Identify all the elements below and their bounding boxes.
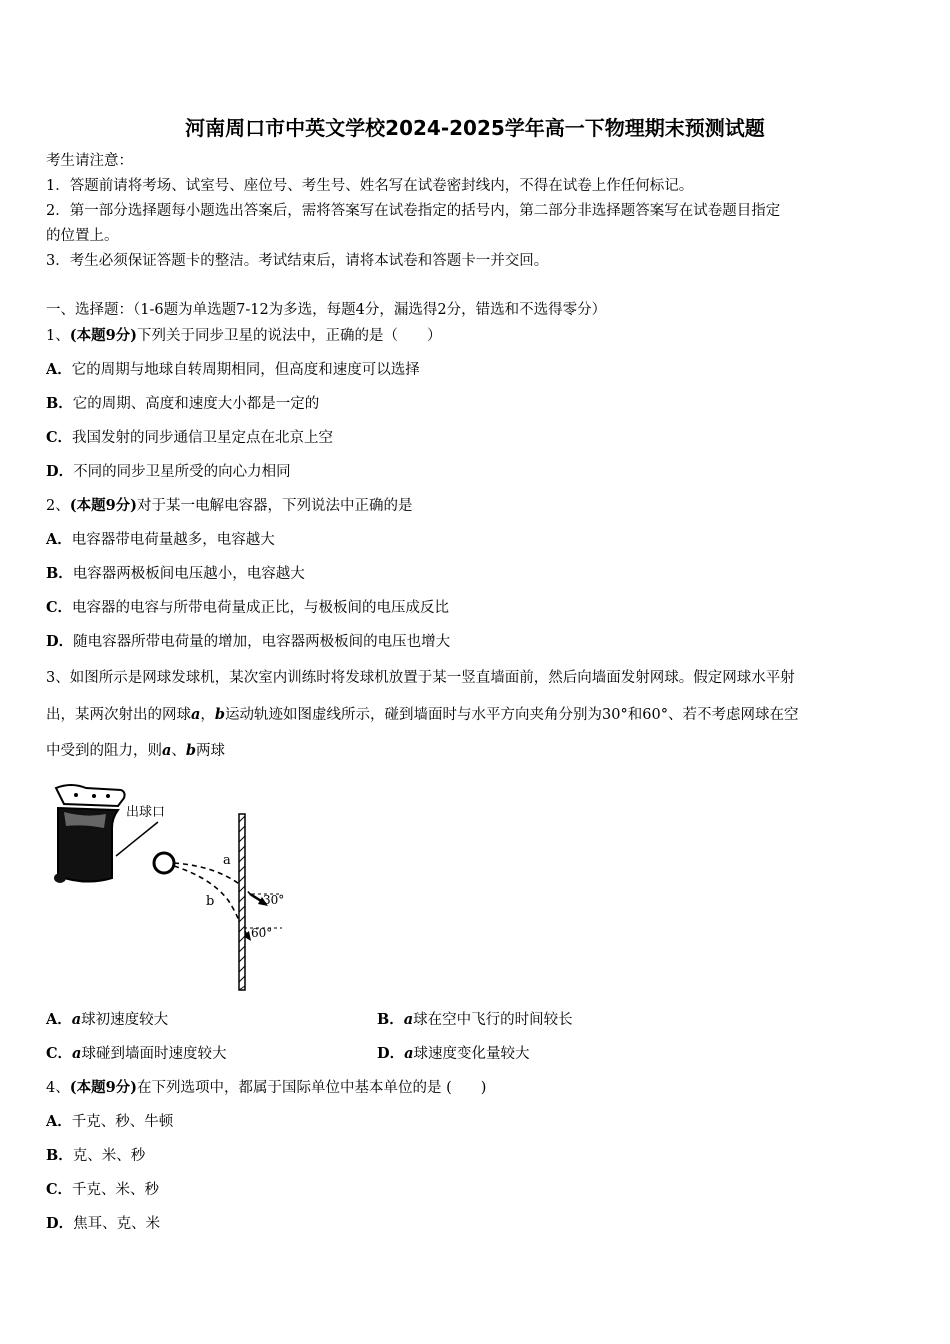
notice-item-2: 2．第一部分选择题每小题选出答案后，需将答案写在试卷指定的括号内，第二部分非选择题答案写在试卷题目指定	[46, 203, 781, 219]
outlet-pointer	[116, 822, 158, 856]
q2-points: (本题9分)	[69, 497, 138, 514]
q2-text: 对于某一电解电容器，下列说法中正确的是	[137, 498, 413, 514]
question-3-line-3	[46, 741, 225, 761]
option-text: 球速度变化量较大	[413, 1046, 530, 1062]
option-label: D．	[46, 463, 74, 480]
machine-dot	[74, 793, 78, 797]
option-label: C．	[46, 599, 73, 616]
option-label: C．	[46, 429, 73, 446]
q4-points: (本题9分)	[69, 1079, 138, 1096]
option-text: 千克、秒、牛顿	[71, 1114, 174, 1130]
option-text: 我国发射的同步通信卫星定点在北京上空	[72, 430, 334, 446]
q3-var-b: b	[214, 706, 226, 723]
q3-text: 两球	[196, 743, 226, 759]
trajectory-b-label: b	[206, 894, 215, 909]
option-text: 球碰到墙面时速度较大	[81, 1046, 227, 1062]
option-label: A．	[46, 361, 72, 378]
option-text: 电容器两极板间电压越小，电容越大	[72, 566, 305, 582]
notice-item-1: 1．答题前请将考场、试室号、座位号、考生号、姓名写在试卷密封线内，不得在试卷上作任何标记。	[46, 178, 694, 194]
option-text: 电容器的电容与所带电荷量成正比，与极板间的电压成反比	[72, 600, 450, 616]
section-heading: 一、选择题：（1-6题为单选题7-12为多选，每题4分，漏选得2分，错选和不选得零分）	[46, 302, 607, 318]
outlet-label: 出球口	[126, 805, 166, 820]
option-text: 克、米、秒	[72, 1148, 146, 1164]
q1-number: 1、	[46, 328, 70, 344]
option-text: 焦耳、克、米	[73, 1216, 161, 1232]
q1-option-d	[46, 462, 291, 482]
q3-var-a: a	[72, 1045, 82, 1062]
q2-option-a	[46, 530, 275, 550]
option-label: A．	[46, 1011, 72, 1028]
q3-var-a: a	[403, 1011, 414, 1028]
option-text: 它的周期、高度和速度大小都是一定的	[72, 396, 320, 412]
trajectory-a-label: a	[223, 853, 231, 868]
q4-option-b	[46, 1146, 145, 1166]
angle-30-label: 30°	[263, 893, 285, 907]
q3-text: 中受到的阻力，则	[46, 743, 162, 759]
question-4-stem	[46, 1078, 486, 1098]
q3-option-b	[377, 1010, 573, 1030]
option-text: 球在空中飞行的时间较长	[413, 1012, 573, 1028]
option-label: C．	[46, 1181, 73, 1198]
question-3-line-1: 3、如图所示是网球发球机，某次室内训练时将发球机放置于某一竖直墙面前，然后向墙面发射网球。假定网球水平射	[46, 670, 795, 686]
q3-option-d	[377, 1044, 529, 1064]
q3-option-a	[46, 1010, 168, 1030]
machine-wheel	[54, 873, 66, 883]
tennis-launcher-figure	[46, 778, 306, 998]
machine-dot	[92, 794, 96, 798]
option-text: 它的周期与地球自转周期相同，但高度和速度可以选择	[71, 362, 420, 378]
option-label: A．	[46, 531, 72, 548]
option-text: 不同的同步卫星所受的向心力相同	[73, 464, 291, 480]
option-label: D．	[377, 1045, 405, 1062]
option-text: 千克、米、秒	[72, 1182, 160, 1198]
q2-option-d	[46, 632, 450, 652]
option-text: 电容器带电荷量越多，电容越大	[71, 532, 275, 548]
option-label: B．	[46, 395, 73, 412]
option-text: 随电容器所带电荷量的增加，电容器两极板间的电压也增大	[73, 634, 451, 650]
option-label: C．	[46, 1045, 73, 1062]
q4-number: 4、	[46, 1080, 70, 1096]
q2-option-b	[46, 564, 305, 584]
machine-top	[56, 785, 125, 806]
q1-option-a	[46, 360, 420, 380]
option-text: 球初速度较大	[81, 1012, 169, 1028]
angle-60-label: 60°	[251, 926, 273, 940]
notice-item-2-cont: 的位置上。	[46, 228, 119, 244]
notice-item-3: 3．考生必须保证答题卡的整洁。考试结束后，请将本试卷和答题卡一并交回。	[46, 253, 549, 269]
q2-number: 2、	[46, 498, 70, 514]
q3-var-a: a	[71, 1011, 82, 1028]
q4-option-c	[46, 1180, 159, 1200]
option-label: D．	[46, 1215, 74, 1232]
page-title: 河南周口市中英文学校2024-2025学年高一下物理期末预测试题	[185, 116, 765, 140]
q3-option-c	[46, 1044, 226, 1064]
q3-text: 出，某两次射出的网球	[46, 707, 191, 723]
machine-dot	[106, 794, 110, 798]
q4-option-a	[46, 1112, 173, 1132]
q3-var-b: b	[185, 742, 197, 759]
tennis-ball	[154, 853, 174, 873]
q3-text: ，	[200, 707, 215, 723]
q3-text: 、	[171, 743, 186, 759]
q1-option-b	[46, 394, 319, 414]
option-label: D．	[46, 633, 74, 650]
question-3-line-2	[46, 705, 798, 725]
q3-var-a: a	[162, 742, 172, 759]
option-label: B．	[377, 1011, 404, 1028]
notice-heading: 考生请注意：	[46, 153, 133, 169]
q4-option-d	[46, 1214, 160, 1234]
q4-text: 在下列选项中，都属于国际单位中基本单位的是 ( )	[137, 1080, 487, 1096]
option-label: B．	[46, 565, 73, 582]
option-label: A．	[46, 1113, 72, 1130]
q1-option-c	[46, 428, 333, 448]
question-1-stem	[46, 326, 442, 346]
question-2-stem	[46, 496, 413, 516]
q2-option-c	[46, 598, 449, 618]
q3-var-a: a	[191, 706, 201, 723]
q1-points: (本题9分)	[69, 327, 138, 344]
q3-var-a: a	[404, 1045, 414, 1062]
q1-text: 下列关于同步卫星的说法中，正确的是（ ）	[137, 328, 442, 344]
q3-text: 运动轨迹如图虚线所示，碰到墙面时与水平方向夹角分别为30°和60°、若不考虑网球在空	[225, 707, 799, 723]
option-label: B．	[46, 1147, 73, 1164]
